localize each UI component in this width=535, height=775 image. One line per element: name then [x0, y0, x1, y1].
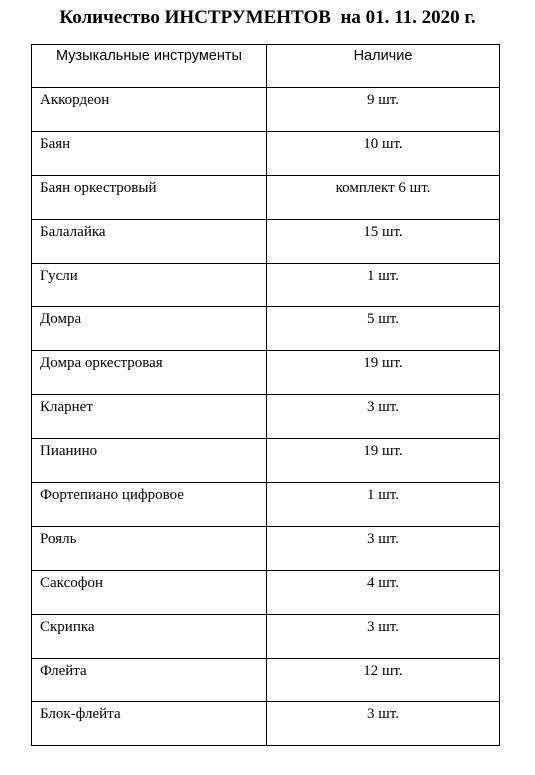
table-row — [32, 483, 500, 527]
title-suffix: на 01. 11. 2020 г. — [330, 7, 476, 28]
instrument-inventory-table — [31, 44, 500, 746]
table-row — [32, 263, 500, 307]
table-header-row — [32, 45, 500, 88]
table-row — [32, 439, 500, 483]
header-availability: Наличие — [267, 45, 500, 88]
table-row — [32, 702, 500, 746]
instrument-name: Домра оркестровая — [32, 351, 267, 395]
table-row — [32, 570, 500, 614]
table-row — [32, 351, 500, 395]
instrument-quantity: 1 шт. — [267, 483, 500, 527]
header-instrument: Музыкальные инструменты — [32, 45, 267, 88]
instrument-quantity: 3 шт. — [267, 395, 500, 439]
table-row — [32, 219, 500, 263]
instrument-quantity: 10 шт. — [267, 131, 500, 175]
table-row — [32, 88, 500, 132]
instrument-name: Баян оркестровый — [32, 175, 267, 219]
title-emphasis: ИНСТРУМЕНТОВ — [164, 7, 331, 28]
instrument-name: Флейта — [32, 658, 267, 702]
table-row — [32, 175, 500, 219]
instrument-quantity: 15 шт. — [267, 219, 500, 263]
instrument-name: Саксофон — [32, 570, 267, 614]
instrument-name: Кларнет — [32, 395, 267, 439]
table-row — [32, 526, 500, 570]
instrument-quantity: 1 шт. — [267, 263, 500, 307]
instrument-quantity: комплект 6 шт. — [267, 175, 500, 219]
instrument-name: Баян — [32, 131, 267, 175]
instrument-name: Рояль — [32, 526, 267, 570]
instrument-quantity: 19 шт. — [267, 351, 500, 395]
instrument-quantity: 12 шт. — [267, 658, 500, 702]
table-row — [32, 131, 500, 175]
instrument-quantity: 9 шт. — [267, 88, 500, 132]
instrument-name: Фортепиано цифровое — [32, 483, 267, 527]
table-row — [32, 614, 500, 658]
instrument-name: Балалайка — [32, 219, 267, 263]
instrument-name: Пианино — [32, 439, 267, 483]
instrument-name: Скрипка — [32, 614, 267, 658]
table-row — [32, 658, 500, 702]
table-row — [32, 395, 500, 439]
document-title — [0, 4, 535, 32]
title-prefix: Количество — [59, 7, 165, 28]
instrument-quantity: 4 шт. — [267, 570, 500, 614]
instrument-quantity: 19 шт. — [267, 439, 500, 483]
instrument-name: Аккордеон — [32, 88, 267, 132]
table-row — [32, 307, 500, 351]
instrument-name: Гусли — [32, 263, 267, 307]
instrument-quantity: 3 шт. — [267, 702, 500, 746]
instrument-quantity: 3 шт. — [267, 614, 500, 658]
instrument-quantity: 5 шт. — [267, 307, 500, 351]
instrument-quantity: 3 шт. — [267, 526, 500, 570]
instrument-name: Блок-флейта — [32, 702, 267, 746]
instrument-name: Домра — [32, 307, 267, 351]
